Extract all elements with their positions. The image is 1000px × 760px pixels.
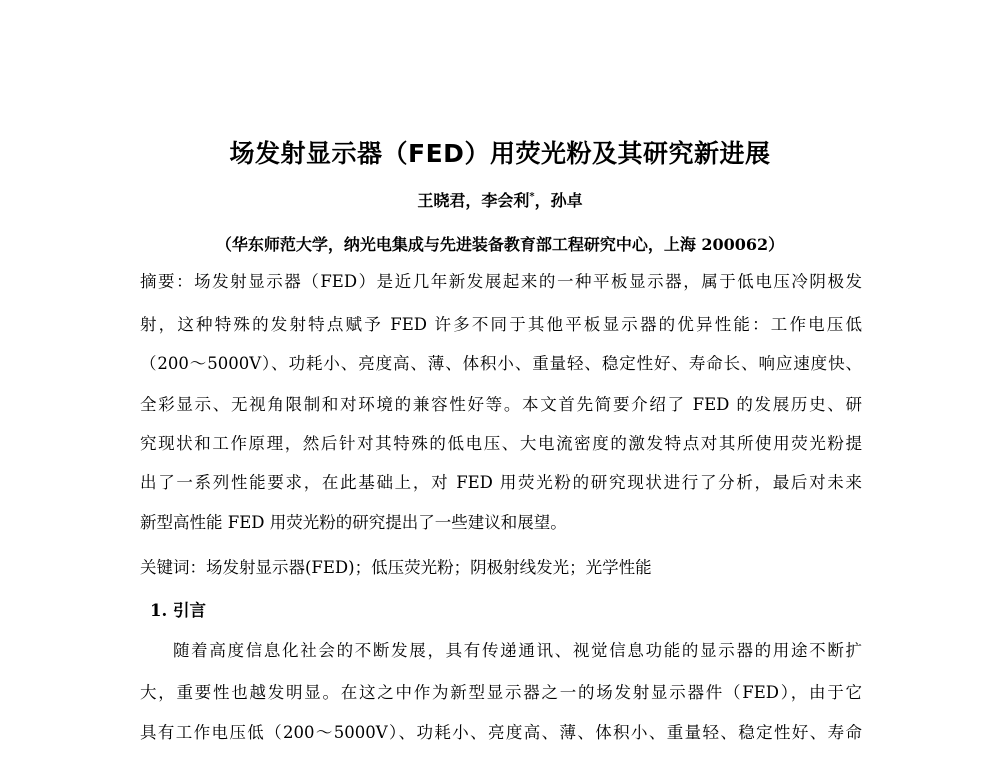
paper-title: 场发射显示器（FED）用荧光粉及其研究新进展 — [229, 139, 771, 168]
abstract-line: 摘要：场发射显示器（FED）是近几年新发展起来的一种平板显示器，属于低电压冷阴极发 — [140, 272, 862, 291]
affiliation: （华东师范大学，纳光电集成与先进装备教育部工程研究中心，上海 200062） — [215, 235, 785, 254]
body-line: 具有工作电压低（200～5000V）、功耗小、亮度高、薄、体积小、重量轻、稳定性好、寿命 — [140, 723, 862, 742]
body-line: 大，重要性也越发明显。在这之中作为新型显示器之一的场发射显示器件（FED），由于它 — [140, 683, 862, 702]
section-heading: 1. 引言 — [150, 601, 206, 620]
abstract-line: 究现状和工作原理，然后针对其特殊的低电压、大电流密度的激发特点对其所使用荧光粉提 — [140, 434, 862, 453]
authors-first: 王晓君，李会利 — [417, 191, 530, 210]
author-list — [0, 188, 1000, 211]
abstract-line: 全彩显示、无视角限制和对环境的兼容性好等。本文首先简要介绍了 FED 的发展历史、研 — [140, 395, 862, 414]
abstract-line: 射，这种特殊的发射特点赋予 FED 许多不同于其他平板显示器的优异性能：工作电压低 — [140, 315, 862, 334]
authors-rest: ，孙卓 — [534, 191, 583, 210]
abstract-line: （200～5000V）、功耗小、亮度高、薄、体积小、重量轻、稳定性好、寿命长、响应速度快、 — [140, 354, 862, 373]
abstract-line: 出了一系列性能要求，在此基础上，对 FED 用荧光粉的研究现状进行了分析，最后对未来 — [140, 473, 862, 492]
body-line: 随着高度信息化社会的不断发展，具有传递通讯、视觉信息功能的显示器的用途不断扩 — [173, 641, 862, 660]
corresponding-author-mark: * — [529, 191, 535, 203]
abstract-line: 新型高性能 FED 用荧光粉的研究提出了一些建议和展望。 — [140, 513, 567, 532]
keywords: 关键词：场发射显示器(FED)；低压荧光粉；阴极射线发光；光学性能 — [140, 558, 652, 577]
